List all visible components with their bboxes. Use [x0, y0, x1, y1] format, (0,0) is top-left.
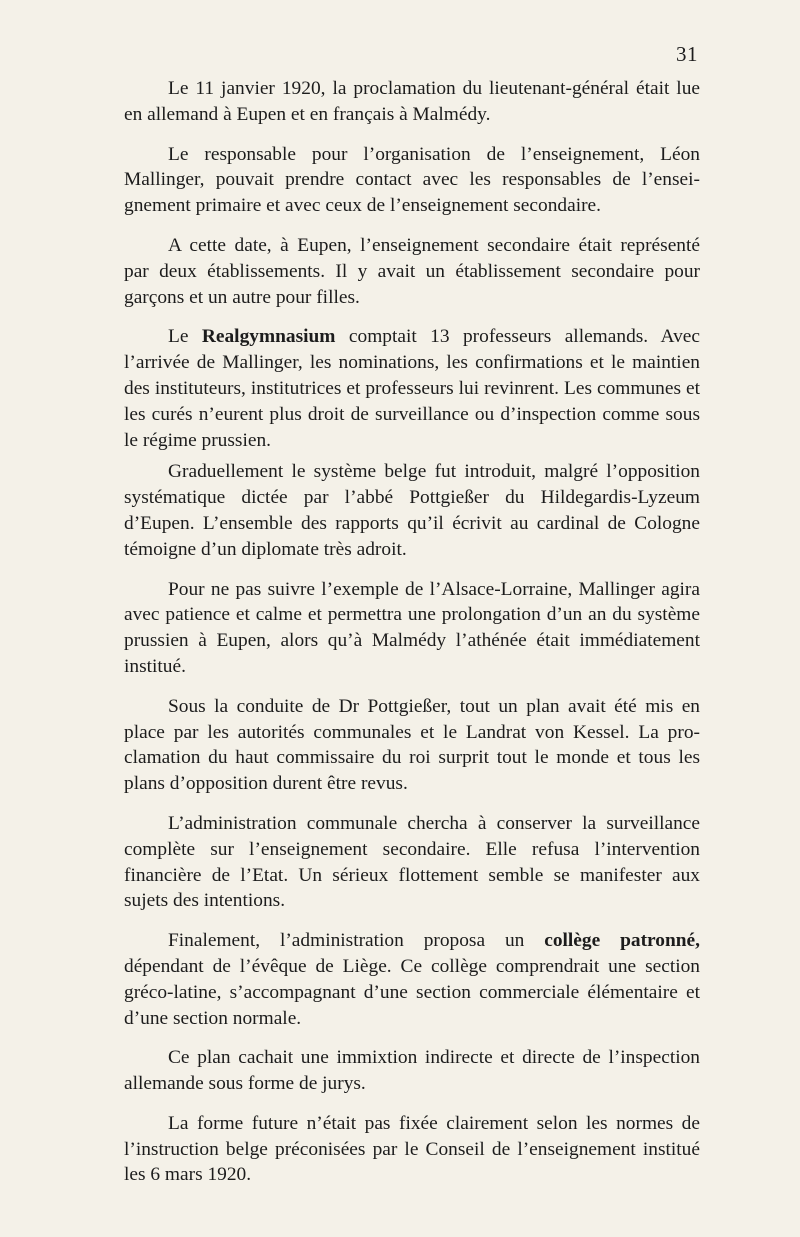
paragraph-10: Ce plan cachait une immixtion indirecte et directe de l’inspection allemande sous forme de jurys.	[124, 1047, 700, 1095]
paragraph-4-lead: Le	[168, 326, 202, 348]
paragraph-1: Le 11 janvier 1920, la proclamation du lieutenant-général était lue en allemand à Eupen et en français à Malmédy.	[124, 78, 700, 125]
paragraph-6: Pour ne pas suivre l’exemple de l’Alsace-Lorraine, Mallinger agira avec patience et calme et permettra une prolongation d’un an du système prussien à Eupen, alors qu’à Malmédy l’athénée était immédiatement institué.	[124, 578, 700, 677]
page-number: 31	[676, 42, 698, 66]
paragraph-9-lead: Finalement, l’administration proposa un	[168, 930, 545, 952]
paragraph-4-rest: comptait 13 professeurs allemands. Avec l’arrivée de Mallinger, les nominations, les confirmations et le maintien des instituteurs, institutrices et professeurs lui revinrent. Les communes et les curés n’eurent plus droit de surveillance ou d’inspection comme sous le régime prussien.	[124, 326, 700, 451]
paragraph-3: A cette date, à Eupen, l’enseignement secondaire était représenté par deux établissements. Il y avait un établissement secondaire pour garçons et un autre pour filles.	[124, 234, 700, 308]
body-text	[124, 76, 700, 1202]
paragraph-9-rest: dépendant de l’évêque de Liège. Ce collège comprendrait une section gréco-latine, s’accompagnant d’une section commerciale élémentaire et d’une section normale.	[124, 955, 700, 1029]
paragraph-4	[124, 324, 700, 453]
paragraph-7: Sous la conduite de Dr Pottgießer, tout un plan avait été mis en place par les autorités communales et le Landrat von Kessel. La proclamation du haut commissaire du roi surprit tout le monde et tous les plans d’opposition durent être revus.	[124, 695, 700, 795]
paragraph-5: Graduellement le système belge fut introduit, malgré l’opposition systématique dictée par l’abbé Pottgießer du Hildegardis-Lyzeum d’Eupen. L’ensemble des rapports qu’il écrivit au cardinal de Cologne témoigne d’un diplomate très adroit.	[124, 461, 700, 560]
paragraph-8: L’administration communale chercha à conserver la surveillance complète sur l’enseignement secondaire. Elle refusa l’intervention financière de l’Etat. Un sérieux flottement semble se manifester aux sujets des intentions.	[124, 812, 700, 912]
term-realgymnasium: Realgymnasium	[201, 326, 336, 348]
paragraph-9	[124, 928, 700, 1031]
term-college-patronne: collège patronné,	[544, 930, 701, 952]
paragraph-11: La forme future n’était pas fixée clairement selon les normes de l’instruction belge préconisées par le Conseil de l’enseignement institué les 6 mars 1920.	[124, 1112, 700, 1186]
paragraph-2: Le responsable pour l’organisation de l’enseignement, Léon Mallinger, pouvait prendre contact avec les responsables de l’enseignement primaire et avec ceux de l’enseignement secondaire.	[124, 143, 700, 217]
